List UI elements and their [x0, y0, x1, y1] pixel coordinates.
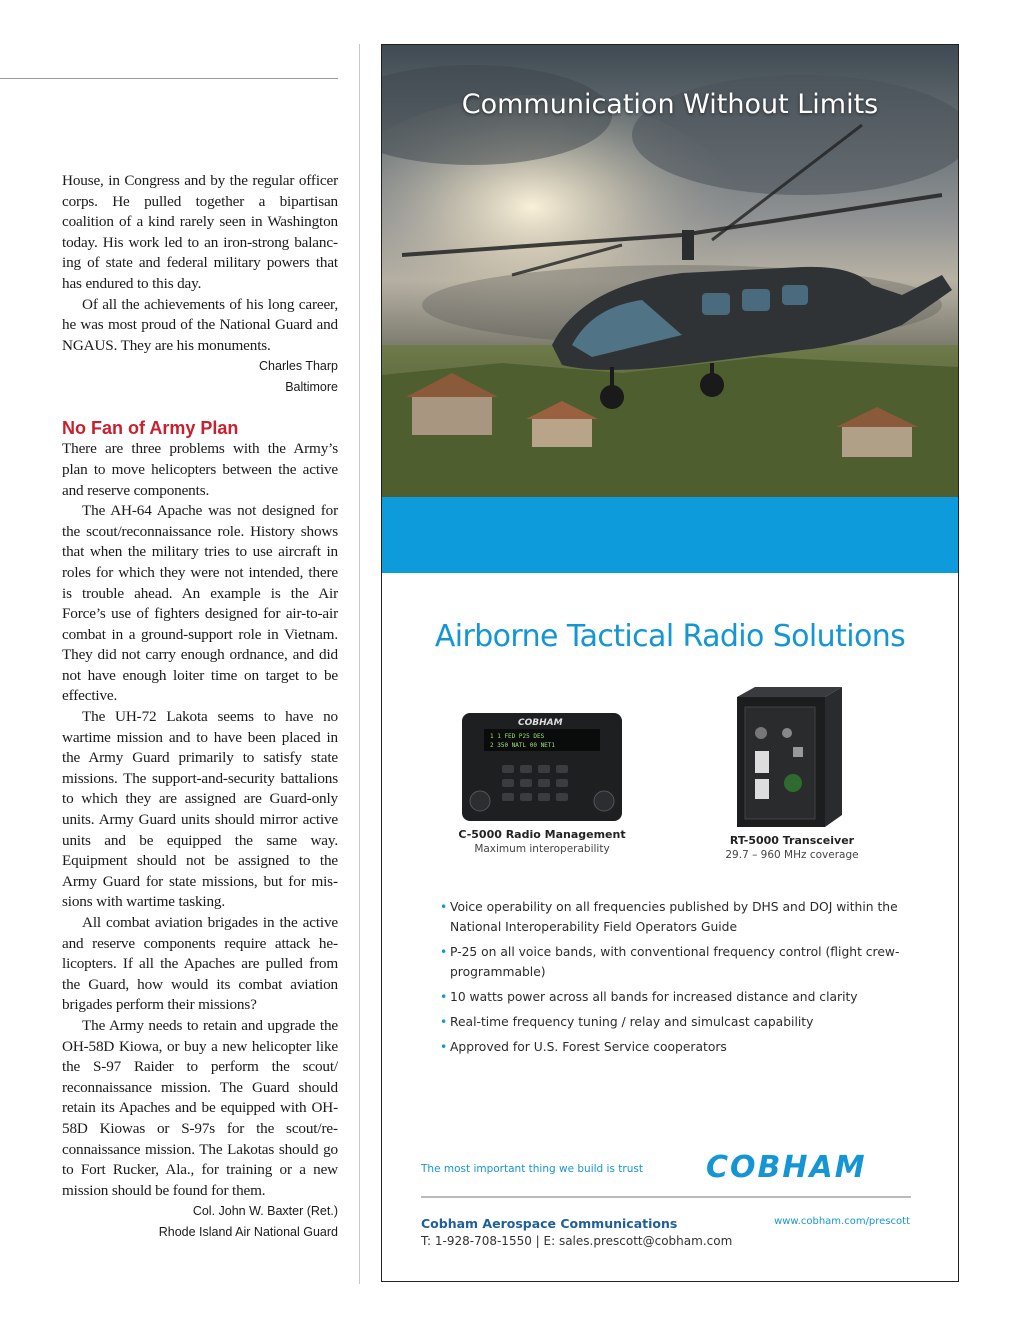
ad-headline: Communication Without Limits — [461, 89, 879, 120]
letter2-signature-location: Rhode Island Air National Guard — [158, 1224, 338, 1239]
c5000-caption — [452, 828, 632, 855]
letter2-paragraph-4: All combat aviation brigades in the active and reserve components require attack helicopters. If all the Apaches are pulled from the Guard, how would its combat aviation brigades perform their missions? — [62, 914, 338, 1014]
ad-tagline: The most important thing we build is trust — [421, 1163, 643, 1175]
rt5000-name: RT-5000 Transceiver — [729, 834, 855, 847]
c5000-screen-line-2: 2 350 NATL 00 NET1 — [490, 742, 556, 749]
letter2-paragraph-1: There are three problems with the Army’s plan to move helicopters between the active and reserve components. — [62, 440, 338, 499]
rt5000-desc: 29.7 – 960 MHz coverage — [725, 849, 859, 861]
letter2-heading: No Fan of Army Plan — [62, 418, 239, 439]
letter2-signature-name: Col. John W. Baxter (Ret.) — [192, 1204, 338, 1219]
blue-band — [382, 497, 958, 573]
website-link[interactable]: www.cobham.com/prescott — [774, 1216, 910, 1227]
bullet-item: • 10 watts power across all bands for increased distance and clarity — [440, 987, 910, 1007]
letter1-signature-location: Baltimore — [285, 379, 338, 394]
letter1-signature-name: Charles Tharp — [259, 359, 338, 374]
bullet-item: • P-25 on all voice bands, with conventional frequency control (flight crew-programmable) — [440, 942, 910, 982]
rt5000-transceiver-image — [737, 687, 842, 827]
contact-info: T: 1-928-708-1550 | E: sales.prescott@cobham.com — [421, 1234, 733, 1248]
ad-subhead: Airborne Tactical Radio Solutions — [434, 619, 906, 654]
letter2-paragraph-3: The UH-72 Lakota seems to have no wartime mission and to have been placed in the Army Guard primarily to satisfy state missions. The support-and-security battalions to which they are assigned are Guard-only units. Army Guard units should mirror active units and be equipped the same way. Equipment should not be assigned to the Army Guard for state missions, but for missions with wartime tasking. — [62, 708, 338, 911]
ad-rule — [421, 1196, 911, 1198]
c5000-screen-line-1: 1 1 FED P25 DES — [490, 733, 545, 740]
helicopter-photo — [382, 45, 958, 497]
letter1-paragraph-2: Of all the achievements of his long career, he was most proud of the National Guard and NGAUS. They are his monuments. — [62, 295, 338, 354]
letter2-paragraph-5: The Army needs to retain and upgrade the OH-58D Kiowa, or buy a new helicopter like the S-97 Raider to perform the scout/ reconnaissance mission. The Guard should retain its Apaches and be equipped with OH-58D Kiowas or S-97s for the scout/reconnaissance mission. The Lakotas should go to Fort Rucker, Ala., for training or a new mission should be found for them. — [62, 1016, 338, 1199]
bullet-item: • Real-time frequency tuning / relay and simulcast capability — [440, 1012, 910, 1032]
column-divider — [359, 44, 360, 1284]
letters-column — [62, 171, 338, 1242]
feature-bullets — [440, 897, 910, 1062]
bullet-item: • Voice operability on all frequencies published by DHS and DOJ within the National Interoperability Field Operators Guide — [440, 897, 910, 937]
letter2-paragraph-2: The AH-64 Apache was not designed for the scout/reconnaissance role. History shows that when the military tries to use aircraft in roles for which they were not intended, there is trouble ahead. An example is the Air Force’s use of fighters designed for air-to-air combat in a ground-support role in Vietnam. They did not carry enough ordnance, and did not have enough loiter time on target to be effective. — [62, 502, 338, 705]
c5000-radio-image — [462, 713, 622, 821]
cobham-advertisement — [381, 44, 959, 1282]
c5000-desc: Maximum interoperability — [474, 843, 610, 855]
c5000-brand-text: COBHAM — [518, 718, 563, 728]
cobham-logo — [704, 1149, 914, 1183]
rt5000-caption — [702, 834, 882, 861]
top-rule — [0, 78, 338, 79]
bullet-item: • Approved for U.S. Forest Service cooperators — [440, 1037, 910, 1057]
c5000-name: C-5000 Radio Management — [458, 828, 626, 841]
letter1-paragraph-1: House, in Congress and by the regular officer corps. He pulled together a bipartisan coalition of a kind rarely seen in Washington today. His work led to an iron-strong balancing of state and federal military powers that has endured to this day. — [62, 172, 338, 292]
company-name: Cobham Aerospace Communications — [421, 1216, 678, 1231]
cobham-logo-text: COBHAM — [706, 1150, 867, 1183]
